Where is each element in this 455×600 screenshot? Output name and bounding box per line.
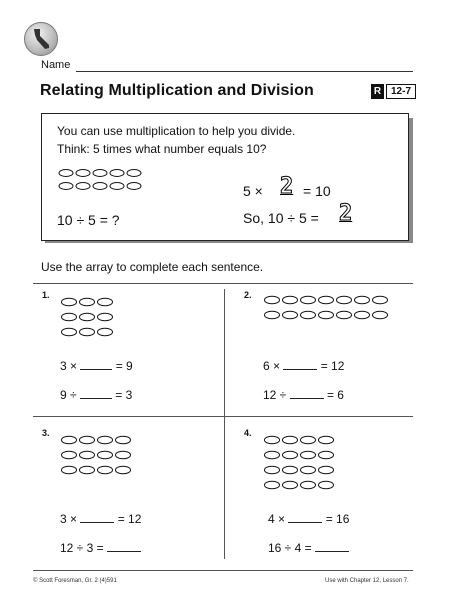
problem-4-oval (301, 451, 316, 459)
footer-lesson-note: Use with Chapter 12, Lesson 7. (325, 578, 409, 584)
problem-4-oval (265, 436, 280, 444)
problem-4-oval (265, 451, 280, 459)
problem-4-oval (301, 466, 316, 474)
problem-2-oval (265, 311, 280, 319)
problem-3-oval (116, 466, 131, 474)
problem-3-mult-right: = 12 (117, 512, 142, 526)
problem-1-oval (80, 313, 95, 321)
problem-2-oval (301, 296, 316, 304)
problem-3-div-left: 12 ÷ 3 = (60, 541, 104, 555)
problem-2-oval (355, 296, 370, 304)
example-line-1: You can use multiplication to help you divide. (57, 124, 296, 138)
problem-1-oval (62, 328, 77, 336)
problem-3-oval (116, 451, 131, 459)
page-title: Relating Multiplication and Division (40, 82, 314, 99)
problem-4-oval (265, 481, 280, 489)
footer-copyright: © Scott Foresman, Gr. 2 (4)591 (33, 578, 117, 584)
problem-4-mult-left: 4 × (268, 512, 286, 526)
problem-4-oval (319, 436, 334, 444)
problem-1-mult-left: 3 × (60, 359, 78, 373)
problem-2-oval (319, 311, 334, 319)
problem-1-oval (62, 313, 77, 321)
problem-2-mult-left: 6 × (263, 359, 281, 373)
problem-2-div-right: = 6 (326, 388, 344, 402)
problem-1-oval (80, 298, 95, 306)
problem-4-oval (301, 436, 316, 444)
instruction-text: Use the array to complete each sentence. (41, 260, 264, 274)
problem-4-oval (283, 451, 298, 459)
problem-3-mult-left: 3 × (60, 512, 78, 526)
problem-2-div-left: 12 ÷ (263, 388, 287, 402)
example-so-left: So, 10 ÷ 5 = (243, 210, 319, 226)
problem-4-oval (283, 481, 298, 489)
problem-4-oval (301, 481, 316, 489)
problem-3-oval (62, 451, 77, 459)
problem-4-oval (319, 466, 334, 474)
example-so-answer: 2 (339, 201, 353, 226)
problem-4-mult-right: = 16 (325, 512, 350, 526)
problem-3-oval (98, 466, 113, 474)
name-label: Name (41, 59, 71, 71)
problem-3-oval (80, 451, 95, 459)
badge-letter: R (371, 84, 384, 99)
example-division-question: 10 ÷ 5 = ? (57, 212, 120, 228)
problem-1-oval (62, 298, 77, 306)
badge-number: 12-7 (386, 84, 416, 99)
problem-4-oval (283, 466, 298, 474)
problem-2-oval (301, 311, 316, 319)
problem-1-oval (80, 328, 95, 336)
example-line-2: Think: 5 times what number equals 10? (57, 142, 267, 156)
problem-3-oval (98, 436, 113, 444)
problem-3-oval (116, 436, 131, 444)
problem-1-number: 1. (42, 290, 50, 300)
problem-3-oval (80, 466, 95, 474)
problem-4-number: 4. (244, 428, 252, 438)
problem-1-oval (98, 328, 113, 336)
problem-2-oval (265, 296, 280, 304)
problem-3-number: 3. (42, 428, 50, 438)
problem-2-oval (283, 311, 298, 319)
problem-2-oval (373, 311, 388, 319)
problem-1-mult-right: = 9 (115, 359, 133, 373)
problem-3-oval (80, 436, 95, 444)
problem-2-oval (373, 296, 388, 304)
problem-2-oval (337, 296, 352, 304)
problem-4-oval (319, 451, 334, 459)
problem-4-oval (283, 436, 298, 444)
example-mult-right: = 10 (303, 183, 331, 199)
problem-2-mult-right: = 12 (320, 359, 345, 373)
problem-3-oval (62, 436, 77, 444)
problem-4-oval (265, 466, 280, 474)
example-mult-left: 5 × (243, 183, 263, 199)
problem-1-oval (98, 298, 113, 306)
problem-3-oval (98, 451, 113, 459)
example-mult-answer: 2 (280, 174, 294, 199)
problem-3-oval (62, 466, 77, 474)
problem-1-oval (98, 313, 113, 321)
problem-2-oval (319, 296, 334, 304)
problem-2-oval (355, 311, 370, 319)
problem-1-div-right: = 3 (115, 388, 133, 402)
problem-2-oval (337, 311, 352, 319)
problem-2-oval (283, 296, 298, 304)
problem-1-div-left: 9 ÷ (60, 388, 77, 402)
problem-2-number: 2. (244, 290, 252, 300)
problem-4-div-left: 16 ÷ 4 = (268, 541, 312, 555)
problem-4-oval (319, 481, 334, 489)
